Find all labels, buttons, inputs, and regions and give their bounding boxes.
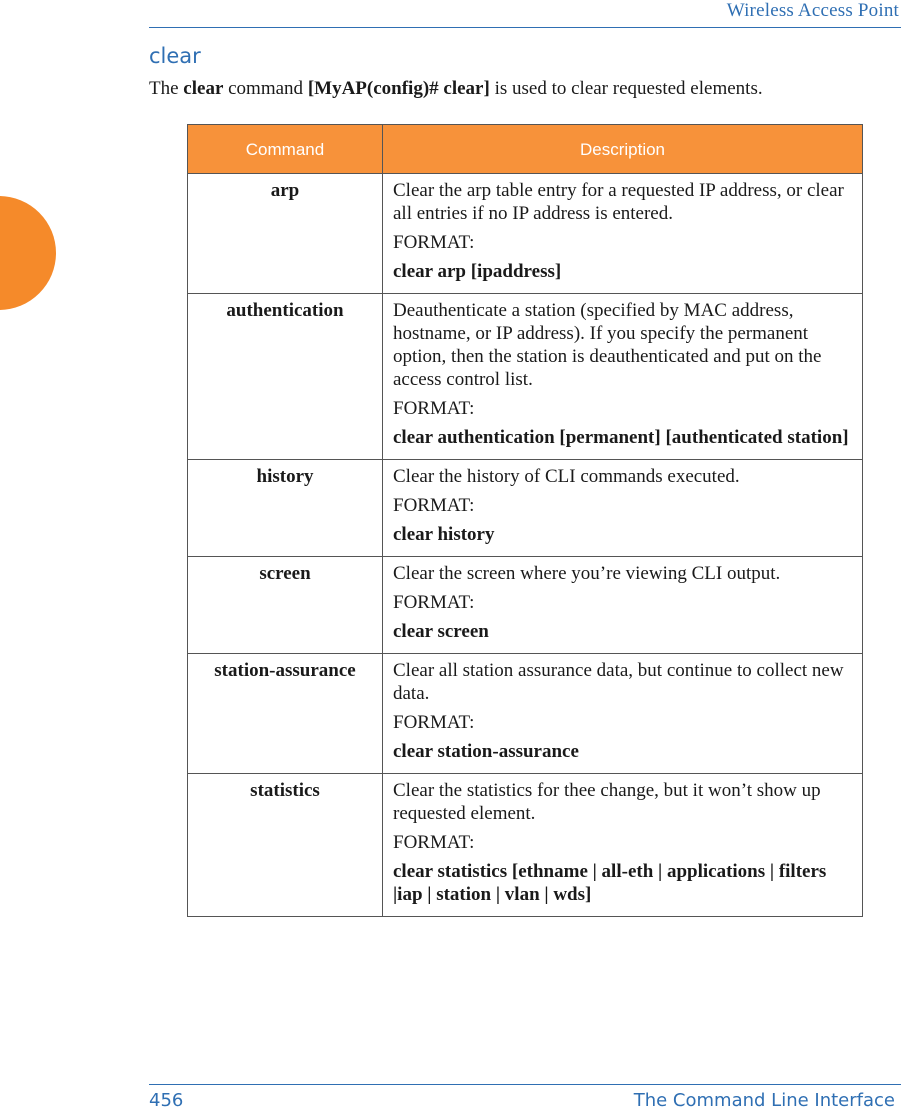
description-cell [383,294,863,460]
format-command: clear station-assurance [393,741,579,762]
column-header-command: Command [188,125,383,174]
header-rule [149,27,901,28]
format-label: FORMAT: [393,712,475,733]
description-text: Clear the arp table entry for a requested IP address, or clear all entries if no IP address is entered. [393,180,844,224]
format-command: clear screen [393,621,489,642]
description-cell [383,654,863,774]
description-cell [383,460,863,557]
chapter-title: The Command Line Interface [633,1090,895,1111]
description-text: Clear the history of CLI commands executed. [393,466,740,487]
description-cell [383,557,863,654]
description-text: Clear all station assurance data, but continue to collect new data. [393,660,844,704]
format-label: FORMAT: [393,232,475,253]
command-cell: station-assurance [188,654,383,774]
footer-rule [149,1084,901,1085]
intro-text: command [223,78,308,99]
command-table [187,124,863,917]
intro-prompt: [MyAP(config)# clear] [307,78,490,99]
table-row [188,294,863,460]
table-row [188,557,863,654]
chapter-tab-marker [0,196,56,310]
format-label: FORMAT: [393,398,475,419]
table-header-row [188,125,863,174]
table-row [188,460,863,557]
description-text: Clear the screen where you’re viewing CLI output. [393,563,781,584]
intro-paragraph [149,78,763,100]
table-row [188,654,863,774]
description-text: Deauthenticate a station (specified by MAC address, hostname, or IP address). If you specify the permanent option, then the station is deauthenticated and put on the access control list. [393,300,822,390]
format-label: FORMAT: [393,832,475,853]
command-cell: arp [188,174,383,294]
description-text: Clear the statistics for thee change, but it won’t show up requested element. [393,780,821,824]
command-cell: statistics [188,774,383,917]
intro-text: The [149,78,184,99]
column-header-description: Description [383,125,863,174]
format-command: clear arp [ipaddress] [393,261,562,282]
table-row [188,174,863,294]
table-row [188,774,863,917]
page-number: 456 [149,1090,184,1111]
format-label: FORMAT: [393,495,475,516]
format-command: clear statistics [ethname | all-eth | applications | filters |iap | station | vlan | wds] [393,861,827,905]
description-cell [383,774,863,917]
command-cell: authentication [188,294,383,460]
command-cell: screen [188,557,383,654]
intro-command: clear [183,78,224,99]
description-cell [383,174,863,294]
command-cell: history [188,460,383,557]
format-command: clear authentication [permanent] [authenticated station] [393,427,849,448]
format-command: clear history [393,524,495,545]
format-label: FORMAT: [393,592,475,613]
intro-text: is used to clear requested elements. [489,78,763,99]
running-header: Wireless Access Point [726,0,899,21]
section-title: clear [149,44,201,68]
